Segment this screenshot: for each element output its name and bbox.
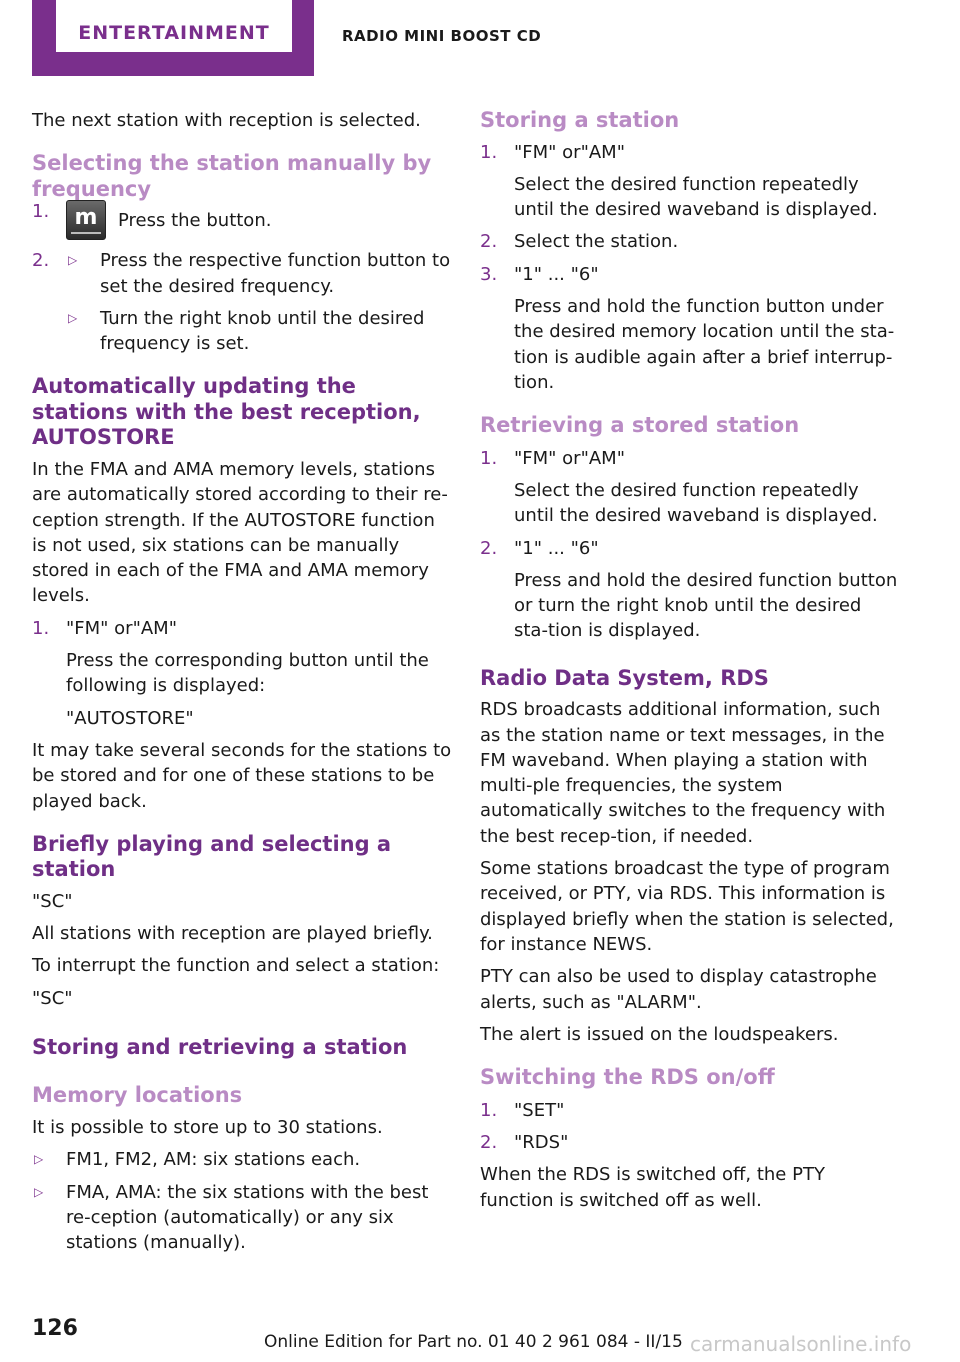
retrieving-station-heading: Retrieving a stored station [480,413,800,438]
storing-step-1 [480,140,900,223]
section-tab-inner [56,0,292,52]
step-line: "1" ... "6" [514,537,599,559]
switching-after-text: When the RDS is switched off, the PTY function is switched off as well. [480,1164,825,1211]
switching-rds-heading: Switching the RDS on/off [480,1065,775,1090]
rds-heading: Radio Data System, RDS [480,665,769,690]
briefly-text-2: All stations with reception are played briefly. [32,923,433,945]
rds-paragraph-4: The alert is issued on the loudspeakers. [480,1023,839,1045]
watermark: carmanualsonline.info [690,1332,912,1356]
step-line: Select the desired function repeatedly until the desired waveband is displayed. [514,173,878,221]
step-number: 1. [32,617,50,639]
step-line: "RDS" [514,1131,569,1153]
step-number: 1. [480,1099,498,1121]
rds-paragraph-1: RDS broadcasts additional information, such as the station name or text messages, in the FM waveband. When playing a station with multi‐ple frequencies, the system automatically switches to the frequency with the best recep‐tion, if needed. [480,699,886,847]
bullet-item [66,248,452,299]
briefly-text-1: "SC" [32,890,73,912]
section-tab [32,0,314,76]
briefly-text-4: "SC" [32,987,73,1009]
storing-step-3 [480,262,900,395]
bullet-text: FM1, FM2, AM: six stations each. [66,1149,361,1171]
page-header [0,0,960,80]
step-number: 1. [480,447,498,469]
section-title: ENTERTAINMENT [78,22,270,44]
edition-footer: Online Edition for Part no. 01 40 2 961 084 - II/15 [264,1332,683,1352]
rds-paragraph-3: PTY can also be used to display catastrophe alerts, such as "ALARM". [480,966,877,1013]
step-line: "AUTOSTORE" [66,707,194,729]
bullet-text: Turn the right knob until the desired frequency is set. [100,307,425,355]
step-line: Press and hold the function button under the desired memory location until the sta‐tion is audible again after a brief interrup‐tion. [514,295,895,393]
retrieving-step-2 [480,536,900,644]
menu-button-icon: m [66,200,106,240]
step-line: Press and hold the desired function button or turn the right knob until the desired sta‐tion is displayed. [514,569,898,642]
storing-retrieving-heading: Storing and retrieving a station [32,1035,408,1060]
autostore-step-1 [32,616,452,731]
memory-bullet-1 [32,1147,452,1172]
memory-bullet-2 [32,1180,452,1256]
autostore-after-text: It may take several seconds for the stations to be stored and for one of these stations to be played back. [32,739,452,812]
chapter-title: RADIO MINI BOOST CD [342,27,542,45]
storing-station-heading: Storing a station [480,108,680,132]
step-number: 1. [32,201,50,223]
step-line: "FM" or"AM" [66,617,177,639]
step-line: "FM" or"AM" [514,141,625,163]
triangle-bullet-icon: ▷ [68,310,78,325]
triangle-bullet-icon: ▷ [34,1184,44,1199]
step-line: Press the corresponding button until the following is displayed: [66,650,429,697]
briefly-heading: Briefly playing and selecting a station [32,831,392,882]
bullet-item [66,306,452,357]
step-number: 2. [480,231,498,253]
page-number: 126 [32,1316,78,1341]
step-number: 2. [480,1131,498,1153]
right-column [480,108,900,1220]
switching-step-2 [480,1130,900,1155]
triangle-bullet-icon: ▷ [34,1152,44,1167]
manual-frequency-heading: Selecting the station manually by frequency [32,151,432,201]
memory-paragraph: It is possible to store up to 30 stations. [32,1117,383,1139]
switching-step-1 [480,1098,900,1123]
step-text: Press the button. [118,209,272,231]
step-line: Select the station. [514,231,679,253]
left-column [32,108,452,1263]
autostore-paragraph: In the FMA and AMA memory levels, stations are automatically stored according to their re‐ception strength. If the AUTOSTORE function is not used, six stations can be manually stored in each of the FMA and AMA memory levels. [32,458,448,607]
intro-text: The next station with reception is selected. [32,110,421,131]
manual-step-1 [32,199,452,241]
step-number: 2. [32,250,50,272]
retrieving-step-1 [480,446,900,529]
briefly-text-3: To interrupt the function and select a station: [32,955,440,977]
bullet-text: Press the respective function button to set the desired frequency. [100,250,451,297]
step-line: "1" ... "6" [514,263,599,285]
step-line: "SET" [514,1099,565,1121]
rds-paragraph-2: Some stations broadcast the type of program received, or PTY, via RDS. This information is displayed briefly when the station is selected, for instance NEWS. [480,858,894,955]
memory-locations-heading: Memory locations [32,1082,243,1107]
step-number: 3. [480,263,498,285]
step-line: "FM" or"AM" [514,447,625,469]
bullet-text: FMA, AMA: the six stations with the best re‐ception (automatically) or any six stations (manually). [66,1181,429,1254]
storing-step-2 [480,229,900,254]
step-number: 1. [480,141,498,163]
triangle-bullet-icon: ▷ [68,253,78,268]
manual-step-2 [32,248,452,356]
step-number: 2. [480,537,498,559]
step-line: Select the desired function repeatedly until the desired waveband is displayed. [514,479,878,527]
autostore-heading: Automatically updating the stations with the best reception, AUTOSTORE [32,374,421,450]
